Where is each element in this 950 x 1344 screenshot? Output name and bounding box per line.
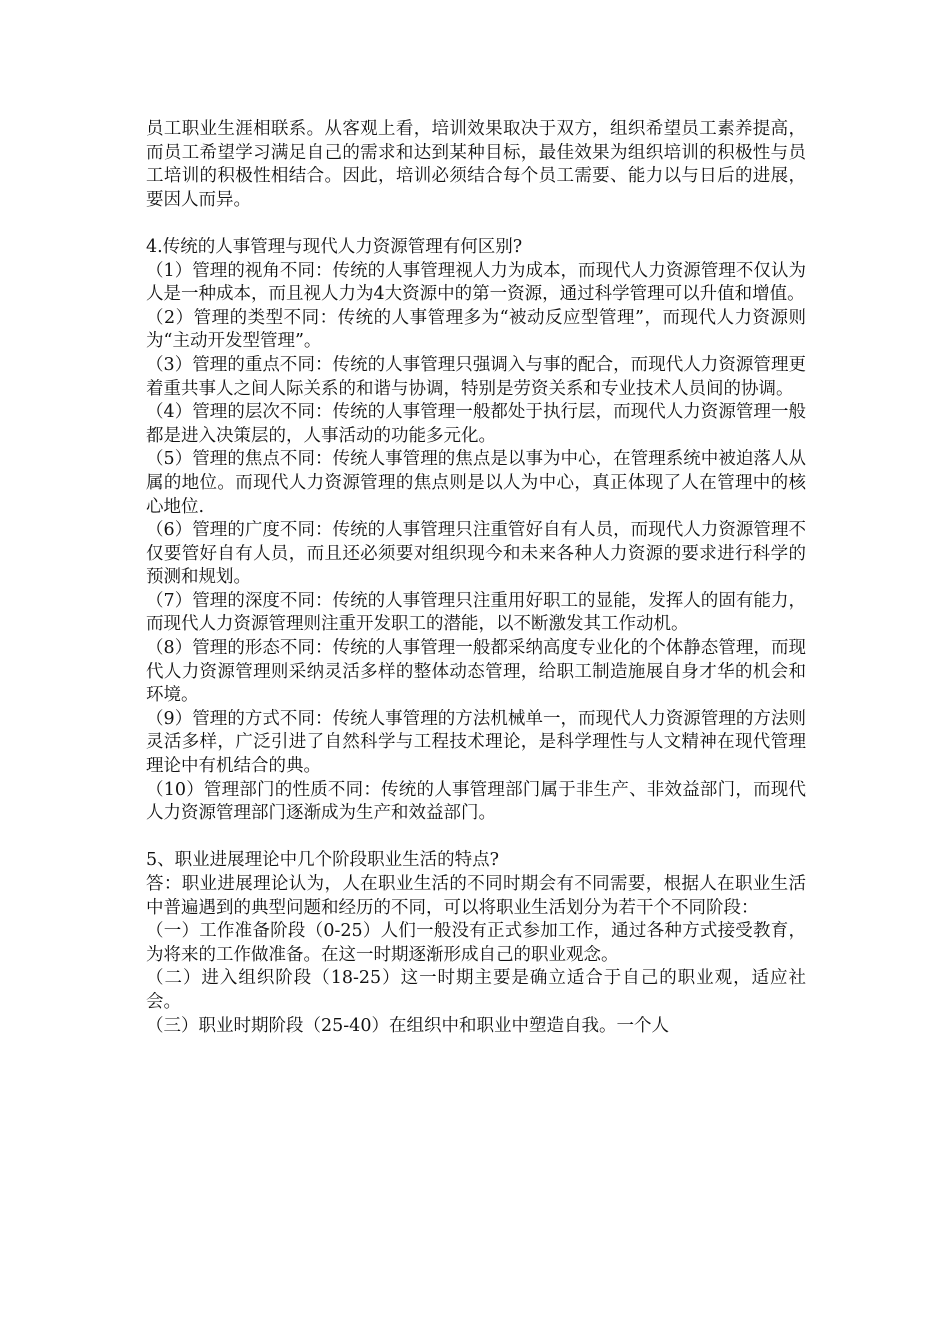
q5-item-3: （三）职业时期阶段（25-40）在组织中和职业中塑造自我。一个人 [146,1015,669,1036]
q4-item-9: （9）管理的方式不同：传统人事管理的方法机械单一，而现代人力资源管理的方法则灵活多样，广泛引进了自然科学与工程技术理论，是科学理性与人文精神在现代管理理论中有机结合的典。 [146,708,806,777]
q4-item-1: （1）管理的视角不同：传统的人事管理视人力为成本，而现代人力资源管理不仅认为人是一种成本，而且视人力为4大资源中的第一资源，通过科学管理可以升值和增值。 [146,260,806,305]
question-5-heading: 5、职业进展理论中几个阶段职业生活的特点? [146,850,500,871]
q4-item-3: （3）管理的重点不同：传统的人事管理只强调入与事的配合，而现代人力资源管理更着重共事人之间人际关系的和谐与协调，特别是劳资关系和专业技术人员间的协调。 [146,354,806,399]
q4-item-4: （4）管理的层次不同：传统的人事管理一般都处于执行层，而现代人力资源管理一般都是进入决策层的，人事活动的功能多元化。 [146,402,806,446]
q4-item-7: （7）管理的深度不同：传统的人事管理只注重用好职工的显能，发挥人的固有能力，而现代人力资源管理则注重开发职工的潜能，以不断激发其工作动机。 [146,590,806,635]
q4-item-5: （5）管理的焦点不同：传统人事管理的焦点是以事为中心，在管理系统中被迫落人从属的地位。而现代人力资源管理的焦点则是以人为中心，真正体现了人在管理中的核心地位. [146,449,806,517]
q5-item-1: （一）工作准备阶段（0-25）人们一般没有正式参加工作，通过各种方式接受教育，为将来的工作做准备。在这一时期逐渐形成自己的职业观念。 [146,921,806,965]
intro-paragraph: 员工职业生涯相联系。从客观上看，培训效果取决于双方，组织希望员工素养提高，而员工希望学习满足自己的需求和达到某种目标，最佳效果为组织培训的积极性与员工培训的积极性相结合。因此，培训必须结合每个员工需要、能力以与日后的进展，要因人而异。 [146,119,806,210]
q4-item-8: （8）管理的形态不同：传统的人事管理一般都采纳高度专业化的个体静态管理，而现代人力资源管理则采纳灵活多样的整体动态管理，给职工制造施展自身才华的机会和环境。 [146,638,806,706]
section-gap [146,826,806,850]
q4-item-10: （10）管理部门的性质不同：传统的人事管理部门属于非生产、非效益部门，而现代人力资源管理部门逐渐成为生产和效益部门。 [146,779,806,824]
question-4-heading: 4.传统的人事管理与现代人力资源管理有何区别? [146,236,523,257]
document-page [146,118,806,1038]
section-gap [146,212,806,236]
q5-answer: 答：职业进展理论认为，人在职业生活的不同时期会有不同需要，根据人在职业生活中普遍遇到的典型问题和经历的不同，可以将职业生活划分为若干个不同阶段： [146,874,806,918]
q4-item-6: （6）管理的广度不同：传统的人事管理只注重管好自有人员，而现代人力资源管理不仅要管好自有人员，而且还必须要对组织现今和未来各种人力资源的要求进行科学的预测和规划。 [146,520,806,588]
q5-item-2: （二）进入组织阶段（18-25）这一时期主要是确立适合于自己的职业观，适应社会。 [146,968,806,1012]
q4-item-2: （2）管理的类型不同：传统的人事管理多为“被动反应型管理”，而现代人力资源则为“主动开发型管理”。 [146,307,806,352]
